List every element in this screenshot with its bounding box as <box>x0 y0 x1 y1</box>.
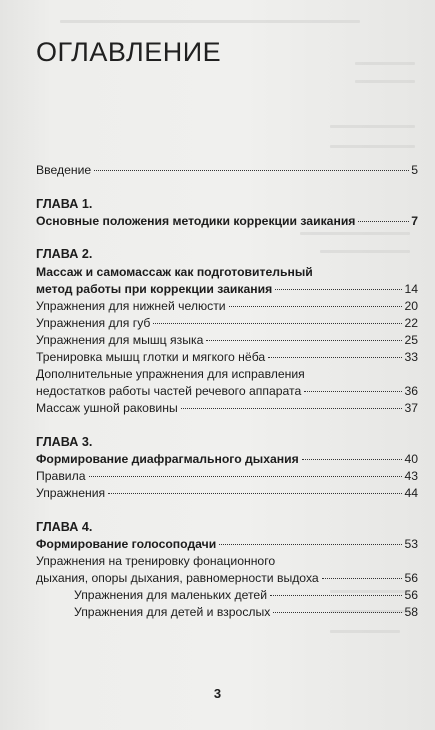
leader-dots <box>275 289 402 290</box>
toc-entry[interactable]: дыхания, опоры дыхания, равномерности выдоха 56 <box>36 571 418 585</box>
leader-dots <box>219 544 402 545</box>
page-title: ОГЛАВЛЕНИЕ <box>36 37 222 67</box>
leader-dots <box>206 340 402 341</box>
leader-dots <box>181 408 403 409</box>
leader-dots <box>358 221 409 222</box>
toc-entry-intro[interactable]: Введение 5 <box>36 163 418 177</box>
leader-dots <box>322 578 403 579</box>
leader-dots <box>229 306 403 307</box>
toc-entry-line: Упражнения на тренировку фонационного <box>36 554 276 568</box>
leader-dots <box>89 476 403 477</box>
toc-entry[interactable]: Упражнения для губ 22 <box>36 316 418 330</box>
leader-dots <box>153 323 402 324</box>
toc-entry-chapter-2[interactable]: метод работы при коррекции заикания 14 <box>36 282 418 296</box>
toc-entry-chapter-3[interactable]: Формирование диафрагмального дыхания 40 <box>36 452 418 466</box>
chapter-heading: ГЛАВА 1. <box>36 197 93 211</box>
toc-entry-sub[interactable]: Упражнения для маленьких детей 56 <box>74 588 418 602</box>
chapter-heading: ГЛАВА 4. <box>36 520 93 534</box>
leader-dots <box>302 459 403 460</box>
toc-entry[interactable]: Тренировка мышц глотки и мягкого нёба 33 <box>36 350 418 364</box>
leader-dots <box>273 612 402 613</box>
toc-entry-chapter-1[interactable]: Основные положения методики коррекции заикания 7 <box>36 214 418 228</box>
leader-dots <box>270 595 402 596</box>
chapter-heading: ГЛАВА 2. <box>36 247 93 261</box>
toc-entry-sub[interactable]: Упражнения для детей и взрослых 58 <box>74 605 418 619</box>
toc-entry-chapter-4[interactable]: Формирование голосоподачи 53 <box>36 537 418 551</box>
toc-entry[interactable]: Упражнения для мышц языка 25 <box>36 333 418 347</box>
toc-entry[interactable]: Правила 43 <box>36 469 418 483</box>
toc-entry[interactable]: Массаж ушной раковины 37 <box>36 401 418 415</box>
toc-entry[interactable]: Упражнения для нижней челюсти 20 <box>36 299 418 313</box>
table-of-contents <box>36 0 418 700</box>
leader-dots <box>268 357 402 358</box>
leader-dots <box>304 391 402 392</box>
toc-entry[interactable]: недостатков работы частей речевого аппарата 36 <box>36 384 418 398</box>
toc-entry-line: Дополнительные упражнения для исправления <box>36 367 305 381</box>
toc-entry[interactable]: Упражнения 44 <box>36 486 418 500</box>
chapter-title-line: Массаж и самомассаж как подготовительный <box>36 265 313 279</box>
chapter-heading: ГЛАВА 3. <box>36 435 93 449</box>
leader-dots <box>108 493 402 494</box>
page-number: 3 <box>213 686 222 701</box>
leader-dots <box>94 170 409 171</box>
